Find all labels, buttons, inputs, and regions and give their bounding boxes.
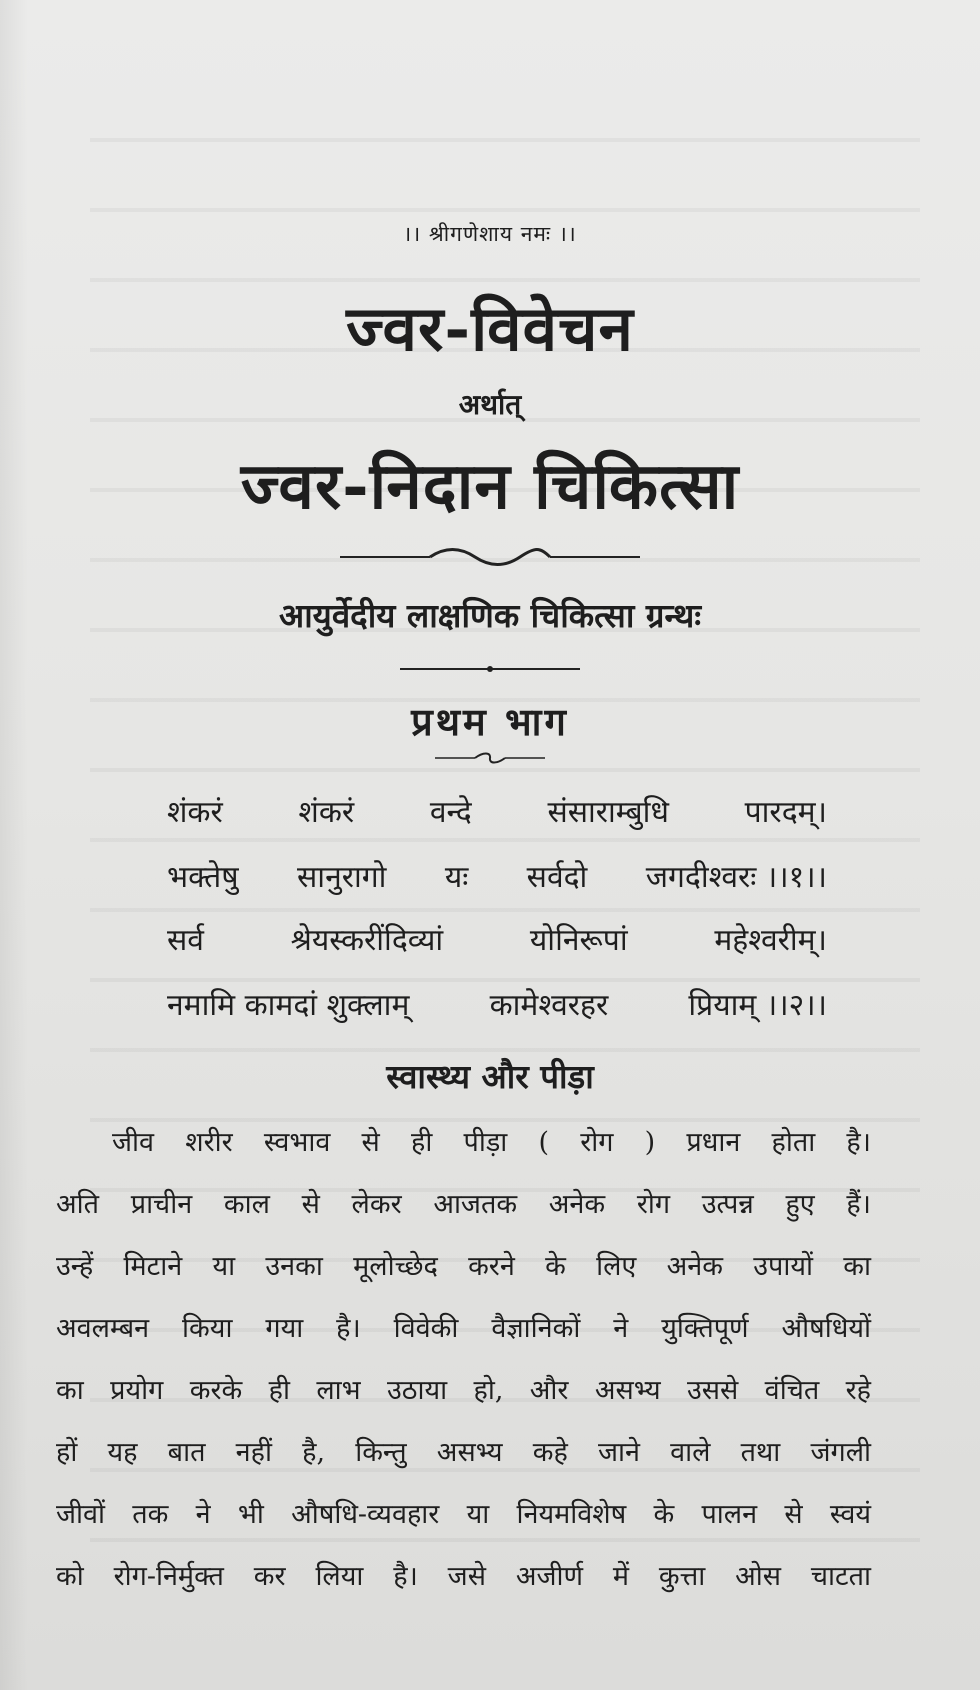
subtitle: आयुर्वेदीय लाक्षणिक चिकित्सा ग्रन्थः [278,596,702,635]
verse-line-1 [167,790,827,831]
title-connector: अर्थात् [458,388,522,421]
small-ornament-icon [435,752,545,764]
wave-ornament [0,545,980,569]
verse-line-3 [167,918,827,959]
verse-word: जगदीश्वरः ।।१।। [645,860,827,895]
verse-line-2 [167,855,827,896]
section-heading: स्वास्थ्य और पीड़ा [386,1057,594,1096]
paragraph-line: उन्हें मिटाने या उनका मूलोच्छेद करने के लिए अनेक उपायों का [56,1251,871,1282]
paragraph-line: अवलम्बन किया गया है। विवेकी वैज्ञानिकों ने युक्तिपूर्ण औषधियों [56,1313,871,1344]
verse-word: सानुरागो [297,860,387,895]
rule-ornament-icon [400,662,580,676]
verse-word: महेश्वरीम्। [714,923,827,958]
main-title: ज्वर-विवेचन [346,292,634,365]
small-ornament [0,752,980,764]
paragraph-line: को रोग-निर्मुक्त कर लिया है। जसे अजीर्ण में कुत्ता ओस चाटता [56,1561,871,1592]
verse-word: कामेश्वरहर [489,988,609,1023]
verse-word: प्रियाम् ।।२।। [688,988,827,1023]
verse-word: भक्तेषु [167,860,239,895]
wave-ornament-icon [340,545,640,569]
paragraph-line: जीव शरीर स्वभाव से ही पीड़ा ( रोग ) प्रधान होता है। [112,1127,871,1158]
verse-word: शंकरं [167,795,223,830]
paragraph-line: अति प्राचीन काल से लेकर आजतक अनेक रोग उत्पन्न हुए हैं। [56,1189,871,1220]
verse-word: संसाराम्बुधि [547,795,669,830]
alternate-title: ज्वर-निदान चिकित्सा [240,449,740,524]
verse-word: नमामि कामदां शुक्लाम् [167,988,410,1023]
verse-word: शंकरं [298,795,355,830]
verse-word: श्रेयस्करींदिव्यां [290,923,444,958]
paragraph-line: जीवों तक ने भी औषधि-व्यवहार या नियमविशेष के पालन से स्वयं [56,1499,871,1530]
paragraph-line: का प्रयोग करके ही लाभ उठाया हो, और असभ्य उससे वंचित रहे [56,1375,871,1406]
verse-word: यः [444,860,469,895]
verse-word: पारदम्। [744,795,827,830]
part-label: प्रथम भाग [411,699,569,744]
rule-ornament [0,662,980,676]
verse-line-4 [167,983,827,1024]
page-edge-shadow [0,0,28,1690]
paragraph-line: हों यह बात नहीं है, किन्तु असभ्य कहे जाने वाले तथा जंगली [56,1437,871,1468]
verse-word: योनिरूपां [529,923,628,958]
verse-word: वन्दे [429,795,472,830]
verse-word: सर्वदो [526,860,588,895]
verse-word: सर्व [167,923,204,958]
invocation-line: ।। श्रीगणेशाय नमः ।। [403,222,577,246]
body-paragraph [56,1112,871,1608]
